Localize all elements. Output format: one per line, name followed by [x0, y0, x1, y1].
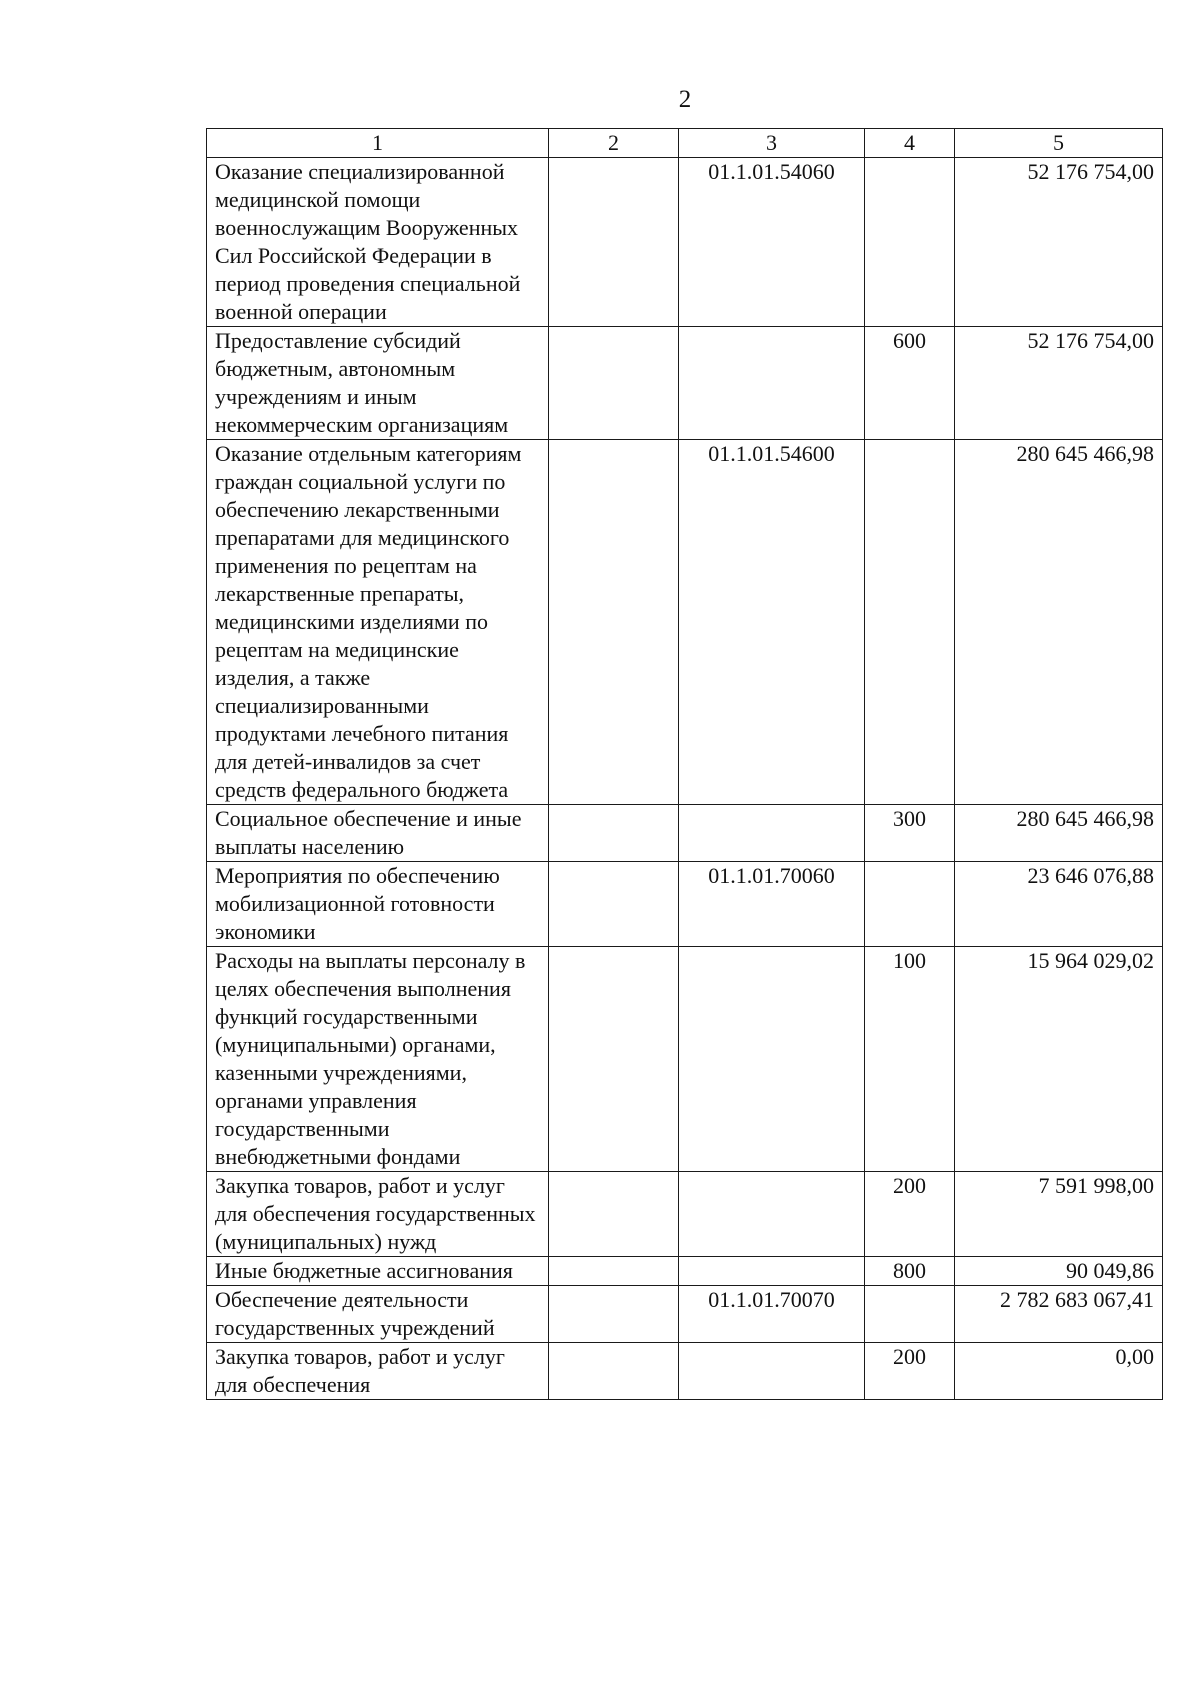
- row-name-cell: Оказание отдельным категориям граждан социальной услуги по обеспечению лекарственными препаратами для медицинского применения по рецептам на лекарственные препараты, медицинскими изделиями по рецептам на медицинские изделия, а также специализированными продуктами лечебного питания для детей-инвалидов за счет средств федерального бюджета: [207, 440, 549, 805]
- row-name-cell: Закупка товаров, работ и услуг для обеспечения государственных (муниципальных) нужд: [207, 1172, 549, 1257]
- row-col2-cell: [549, 1286, 679, 1343]
- row-type-cell: [865, 862, 955, 947]
- row-code-cell: [679, 327, 865, 440]
- row-type-cell: [865, 1286, 955, 1343]
- row-col2-cell: [549, 862, 679, 947]
- table-row: [207, 805, 1163, 862]
- row-amount-cell: 280 645 466,98: [955, 440, 1163, 805]
- table-row: [207, 158, 1163, 327]
- row-type-cell: 800: [865, 1257, 955, 1286]
- row-amount-cell: 90 049,86: [955, 1257, 1163, 1286]
- row-type-cell: 600: [865, 327, 955, 440]
- header-row: [207, 129, 1163, 158]
- row-code-cell: [679, 805, 865, 862]
- row-col2-cell: [549, 947, 679, 1172]
- row-name-cell: Закупка товаров, работ и услуг для обеспечения: [207, 1343, 549, 1400]
- row-code-cell: 01.1.01.70070: [679, 1286, 865, 1343]
- row-amount-cell: 280 645 466,98: [955, 805, 1163, 862]
- header-col-1: 1: [207, 129, 549, 158]
- row-code-cell: [679, 1257, 865, 1286]
- table-row: [207, 947, 1163, 1172]
- row-col2-cell: [549, 158, 679, 327]
- budget-table: [206, 128, 1163, 1400]
- row-amount-cell: 15 964 029,02: [955, 947, 1163, 1172]
- row-name-cell: Оказание специализированной медицинской помощи военнослужащим Вооруженных Сил Российской Федерации в период проведения специальной военной операции: [207, 158, 549, 327]
- row-name-cell: Обеспечение деятельности государственных учреждений: [207, 1286, 549, 1343]
- row-code-cell: [679, 947, 865, 1172]
- row-name-cell: Мероприятия по обеспечению мобилизационной готовности экономики: [207, 862, 549, 947]
- row-type-cell: [865, 158, 955, 327]
- header-col-4: 4: [865, 129, 955, 158]
- row-amount-cell: 23 646 076,88: [955, 862, 1163, 947]
- row-type-cell: [865, 440, 955, 805]
- table-row: [207, 440, 1163, 805]
- row-name-cell: Расходы на выплаты персоналу в целях обеспечения выполнения функций государственными (муниципальными) органами, казенными учреждениями, органами управления государственными внебюджетными фондами: [207, 947, 549, 1172]
- table-row: [207, 1343, 1163, 1400]
- table-row: [207, 327, 1163, 440]
- row-code-cell: [679, 1172, 865, 1257]
- row-code-cell: 01.1.01.54600: [679, 440, 865, 805]
- table-row: [207, 862, 1163, 947]
- table-header: [207, 129, 1163, 158]
- row-amount-cell: 7 591 998,00: [955, 1172, 1163, 1257]
- row-type-cell: 300: [865, 805, 955, 862]
- page-number: 2: [678, 86, 692, 113]
- row-amount-cell: 52 176 754,00: [955, 158, 1163, 327]
- row-name-cell: Предоставление субсидий бюджетным, автономным учреждениям и иным некоммерческим организациям: [207, 327, 549, 440]
- row-col2-cell: [549, 440, 679, 805]
- table-row: [207, 1286, 1163, 1343]
- header-col-5: 5: [955, 129, 1163, 158]
- row-code-cell: 01.1.01.54060: [679, 158, 865, 327]
- row-col2-cell: [549, 327, 679, 440]
- header-col-3: 3: [679, 129, 865, 158]
- row-col2-cell: [549, 805, 679, 862]
- row-col2-cell: [549, 1257, 679, 1286]
- row-name-cell: Социальное обеспечение и иные выплаты населению: [207, 805, 549, 862]
- row-amount-cell: 52 176 754,00: [955, 327, 1163, 440]
- row-col2-cell: [549, 1343, 679, 1400]
- row-code-cell: 01.1.01.70060: [679, 862, 865, 947]
- row-amount-cell: 2 782 683 067,41: [955, 1286, 1163, 1343]
- table-row: [207, 1172, 1163, 1257]
- row-name-cell: Иные бюджетные ассигнования: [207, 1257, 549, 1286]
- row-type-cell: 200: [865, 1172, 955, 1257]
- header-col-2: 2: [549, 129, 679, 158]
- row-type-cell: 100: [865, 947, 955, 1172]
- row-type-cell: 200: [865, 1343, 955, 1400]
- table-row: [207, 1257, 1163, 1286]
- row-code-cell: [679, 1343, 865, 1400]
- row-col2-cell: [549, 1172, 679, 1257]
- row-amount-cell: 0,00: [955, 1343, 1163, 1400]
- table-body: [207, 158, 1163, 1400]
